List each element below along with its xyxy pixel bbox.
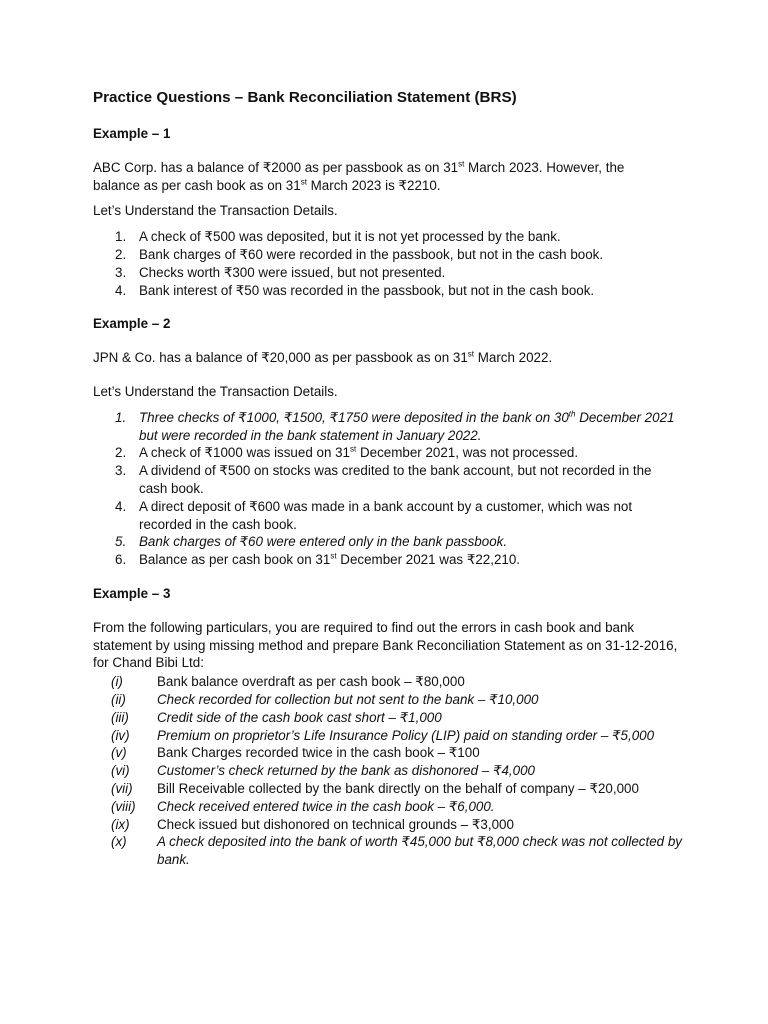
example-1-intro [93,159,683,195]
list-marker: 4. [115,498,127,514]
list-item [93,780,683,798]
list-item-text: A direct deposit of ₹600 was made in a bank account by a customer, which was not recorded in the cash book. [139,498,633,532]
list-item-text: Three checks of ₹1000, ₹1500, ₹1750 were deposited in the bank on 30 [139,409,569,425]
list-item-text: Check issued but dishonored on technical grounds – ₹3,000 [157,816,514,832]
list-item-text: A check of ₹500 was deposited, but it is not yet processed by the bank. [139,229,561,245]
list-item-text: December 2021 but were recorded in the bank statement in January 2022. [139,409,675,443]
list-marker: (ix) [111,816,130,832]
list-item [93,762,683,780]
list-item-text: Bank charges of ₹60 were entered only in the bank passbook. [139,534,508,550]
list-item [93,498,683,534]
list-item [93,833,683,869]
example-2-intro [93,349,683,367]
list-marker: 2. [115,445,127,461]
list-marker: (i) [111,674,123,690]
example-2-intro-text: JPN & Co. has a balance of ₹20,000 as per passbook as on 31 [93,350,468,366]
list-marker: (viii) [111,798,136,814]
list-item-text: Bill Receivable collected by the bank directly on the behalf of company – ₹20,000 [157,780,639,796]
example-3-heading: Example – 3 [93,585,171,601]
list-item-text: A check deposited into the bank of worth ₹45,000 but ₹8,000 check was not collected by bank. [157,834,682,868]
example-2-heading: Example – 2 [93,316,171,332]
list-item-text: Premium on proprietor’s Life Insurance Policy (LIP) paid on standing order – ₹5,000 [157,727,655,743]
ordinal-suffix: st [300,177,307,187]
ordinal-suffix: st [458,159,465,169]
list-item [93,727,683,745]
list-marker: (vi) [111,763,130,779]
list-item-text: Checks worth ₹300 were issued, but not presented. [139,264,446,280]
list-marker: 5. [115,534,127,550]
list-item-text: A check of ₹1000 was issued on 31 [139,445,351,461]
list-marker: 2. [115,246,127,262]
list-marker: 4. [115,282,127,298]
list-item-text: Bank interest of ₹50 was recorded in the passbook, but not in the cash book. [139,282,595,298]
ordinal-suffix: st [350,444,357,454]
example-1-intro-text: balance as per cash book as on 31 [93,177,301,193]
example-3-intro: From the following particulars, you are required to find out the errors in cash book and bank statement by using missing method and prepare Bank Reconciliation Statement as on 31-12-2016, for Chand Bibi Ltd: [93,619,678,671]
example-1-lead: Let’s Understand the Transaction Details. [93,203,338,219]
example-1-intro-text: March 2023. However, the [464,159,625,175]
list-item-text: Bank balance overdraft as per cash book – ₹80,000 [157,674,465,690]
list-item [93,462,683,498]
example-2-lead: Let’s Understand the Transaction Details. [93,383,338,399]
example-2-list [93,409,683,569]
list-marker: 3. [115,463,127,479]
list-item-text: Balance as per cash book on 31 [139,552,331,568]
list-item-text: December 2021 was ₹22,210. [336,552,521,568]
example-2-intro-text: March 2022. [474,350,553,366]
list-item-text: December 2021, was not processed. [356,445,579,461]
page-title: Practice Questions – Bank Reconciliation Statement (BRS) [93,89,517,106]
list-marker: (x) [111,834,127,850]
list-item [93,409,683,445]
list-item [93,798,683,816]
list-item [93,551,683,569]
ordinal-suffix: st [467,349,475,359]
list-marker: 1. [115,229,127,245]
list-marker: (vii) [111,780,133,796]
list-marker: 3. [115,264,127,280]
list-item-text: Credit side of the cash book cast short – ₹1,000 [157,709,442,725]
list-item-text: Bank Charges recorded twice in the cash book – ₹100 [157,745,480,761]
list-item-text: Bank charges of ₹60 were recorded in the passbook, but not in the cash book. [139,246,604,262]
example-1-intro-text: ABC Corp. has a balance of ₹2000 as per passbook as on 31 [93,159,459,175]
list-item [93,744,683,762]
list-item [93,673,683,691]
example-1-intro-text: March 2023 is ₹2210. [306,177,441,193]
list-item [93,533,683,551]
ordinal-suffix: st [330,551,337,561]
list-item [93,816,683,834]
example-1-heading: Example – 1 [93,126,171,141]
ordinal-suffix: th [568,409,576,419]
list-marker: (iv) [111,727,130,743]
list-item-text: Check received entered twice in the cash book – ₹6,000. [157,798,495,814]
example-3-list [93,673,683,869]
list-item [93,709,683,727]
example-1-list [93,228,683,299]
list-item-text: Customer’s check returned by the bank as dishonored – ₹4,000 [157,763,535,779]
list-item [93,246,683,264]
list-marker: 1. [115,409,127,425]
list-item-text: Check recorded for collection but not sent to the bank – ₹10,000 [157,691,539,707]
list-item [93,264,683,282]
list-item [93,282,683,300]
list-item [93,228,683,246]
list-marker: (ii) [111,691,126,707]
list-item [93,444,683,462]
list-item-text: A dividend of ₹500 on stocks was credited to the bank account, but not recorded in the cash book. [139,463,652,496]
document-body [93,88,683,869]
list-marker: 6. [115,552,127,568]
list-marker: (v) [111,745,127,761]
list-marker: (iii) [111,709,129,725]
list-item [93,691,683,709]
